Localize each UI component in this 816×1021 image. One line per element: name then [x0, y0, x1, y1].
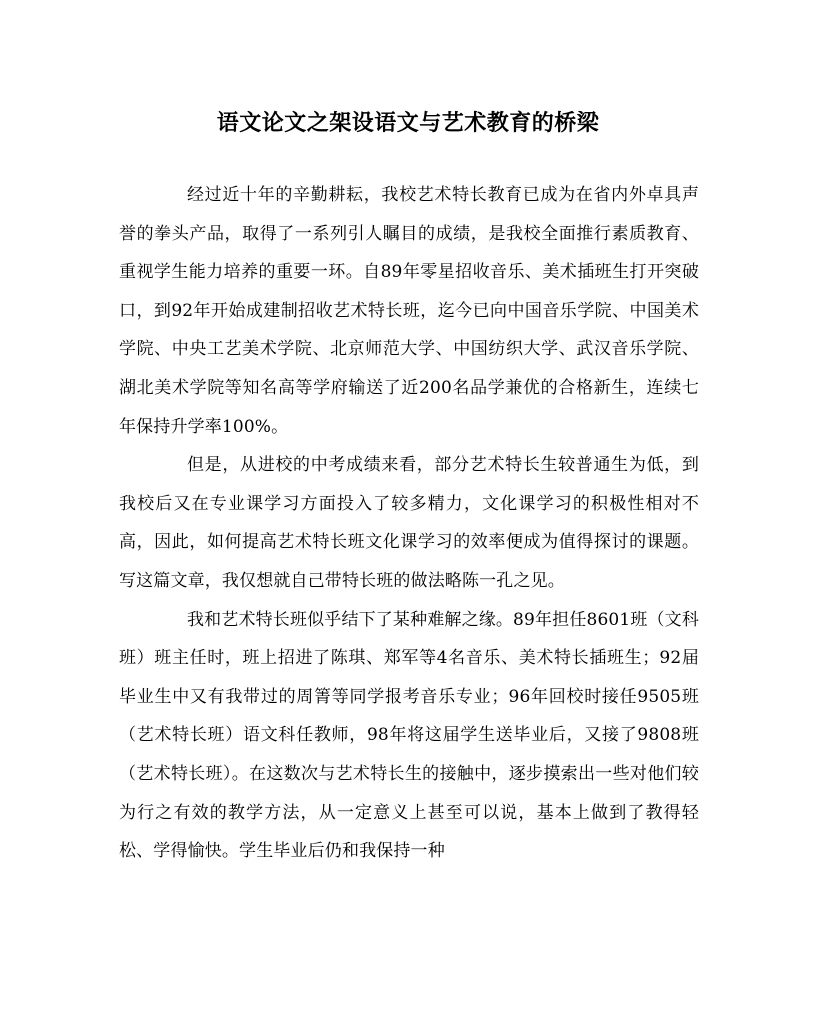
document-title: 语文论文之架设语文与艺术教育的桥梁 [216, 110, 600, 136]
document-body [119, 176, 699, 871]
paragraph-1: 经过近十年的辛勤耕耘，我校艺术特长教育已成为在省内外卓具声誉的拳头产品，取得了一系列引人瞩目的成绩，是我校全面推行素质教育、重视学生能力培养的重要一环。自89年零星招收音乐、美术插班生打开突破口，到92年开始成建制招收艺术特长班，迄今已向中国音乐学院、中国美术学院、中央工艺美术学院、北京师范大学、中国纺织大学、武汉音乐学院、湖北美术学院等知名高等学府输送了近200名品学兼优的合格新生，连续七年保持升学率100%。 [119, 185, 699, 437]
paragraph-2: 但是，从进校的中考成绩来看，部分艺术特长生较普通生为低，到我校后又在专业课学习方面投入了较多精力，文化课学习的积极性相对不高，因此，如何提高艺术特长班文化课学习的效率便成为值得探讨的课题。写这篇文章，我仅想就自己带特长班的做法略陈一孔之见。 [119, 455, 699, 591]
paragraph-3: 我和艺术特长班似乎结下了某种难解之缘。89年担任8601班（文科班）班主任时，班上招进了陈琪、郑军等4名音乐、美术特长插班生；92届毕业生中又有我带过的周箐等同学报考音乐专业；96年回校时接任9505班（艺术特长班）语文科任教师，98年将这届学生送毕业后，又接了9808班（艺术特长班）。在这数次与艺术特长生的接触中，逐步摸索出一些对他们较为行之有效的教学方法，从一定意义上甚至可以说，基本上做到了教得轻松、学得愉快。学生毕业后仍和我保持一种 [119, 609, 699, 862]
